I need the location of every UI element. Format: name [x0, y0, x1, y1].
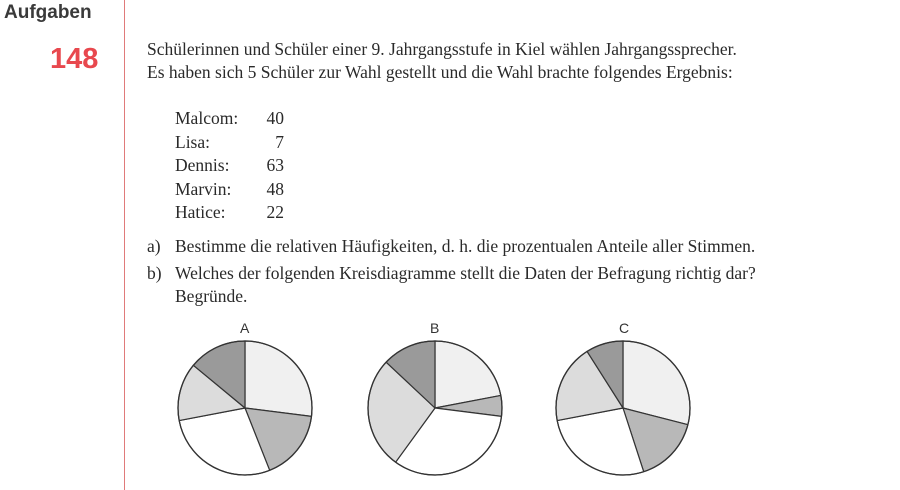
candidate-name: Lisa:	[175, 131, 210, 152]
pie-title-b: B	[430, 320, 440, 336]
pie-chart-c	[556, 341, 690, 475]
subtask-text: Bestimme die relativen Häufigkeiten, d. h. die prozentualen Anteile aller Stimmen.	[175, 236, 756, 256]
subtask-label: a)	[147, 236, 161, 256]
candidate-votes: 22	[266, 202, 284, 222]
candidate-votes: 63	[266, 155, 284, 175]
task-number: 148	[50, 43, 99, 75]
candidate-name: Dennis:	[175, 155, 230, 175]
candidate-votes: 40	[266, 108, 284, 128]
pie-chart-b	[368, 341, 502, 475]
pie-a-slice-1	[245, 341, 312, 416]
pie-title-c: C	[619, 320, 630, 336]
pie-title-a: A	[240, 320, 250, 336]
candidate-name: Hatice:	[175, 202, 226, 222]
subtask-label: b)	[147, 263, 162, 283]
candidate-name: Malcom:	[175, 108, 239, 128]
section-title: Aufgaben	[4, 2, 92, 23]
candidate-votes: 48	[266, 178, 284, 199]
pie-chart-a	[178, 341, 312, 475]
candidate-votes: 7	[275, 131, 284, 152]
subtask-text-line-2: Begründe.	[175, 286, 248, 306]
candidate-name: Marvin:	[175, 178, 232, 199]
subtask-text-line-1: Welches der folgenden Kreisdiagramme stellt die Daten der Befragung richtig dar?	[175, 263, 756, 283]
intro-line-1: Schülerinnen und Schüler einer 9. Jahrgangsstufe in Kiel wählen Jahrgangssprecher.	[147, 39, 737, 59]
intro-line-2: Es haben sich 5 Schüler zur Wahl gestellt und die Wahl brachte folgendes Ergebnis:	[147, 62, 733, 82]
